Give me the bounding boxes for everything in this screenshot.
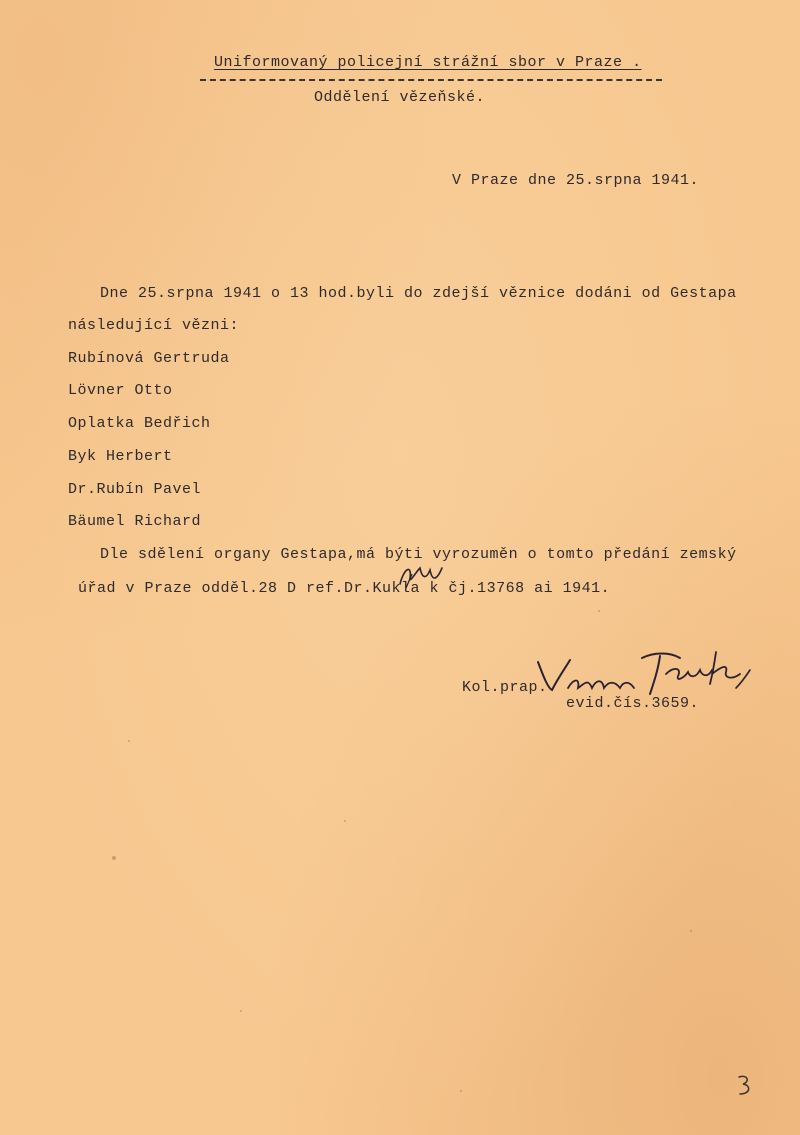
prisoner-name: Lövner Otto: [68, 382, 173, 399]
handwritten-insertion: [392, 560, 452, 590]
paragraph-1-line-2: následující vězni:: [68, 317, 240, 334]
header-department: Oddělení vězeňské.: [314, 89, 486, 106]
paper-fleck: [598, 610, 600, 612]
paragraph-2-line-1: Dle sdělení organy Gestapa,má býti vyrozuměn o tomto předání zemský: [100, 546, 737, 563]
paragraph-2-line-2: úřad v Praze odděl.28 D ref.Dr.Kukla k čj.13768 ai 1941.: [78, 580, 611, 597]
paper-fleck: [240, 1010, 242, 1012]
date-line: V Praze dne 25.srpna 1941.: [452, 172, 700, 189]
prisoner-name: Byk Herbert: [68, 448, 173, 465]
signature-evidence-number: evid.čís.3659.: [566, 695, 700, 712]
paper-fleck: [128, 740, 130, 742]
header-title: Uniformovaný policejní strážní sbor v Praze .: [214, 54, 642, 71]
prisoner-name: Dr.Rubín Pavel: [68, 481, 202, 498]
paragraph-1-line-1: Dne 25.srpna 1941 o 13 hod.byli do zdejší věznice dodáni od Gestapa: [100, 285, 737, 302]
prisoner-name: Bäumel Richard: [68, 513, 202, 530]
paper-fleck: [460, 1090, 462, 1092]
header-divider: [200, 79, 662, 81]
signature-rank: Kol.prap.: [462, 679, 548, 696]
paper-fleck: [112, 856, 116, 860]
prisoner-name: Rubínová Gertruda: [68, 350, 230, 367]
paper-fleck: [344, 820, 346, 822]
prisoner-name: Oplatka Bedřich: [68, 415, 211, 432]
pencil-page-mark: [734, 1072, 756, 1098]
paper-fleck: [690, 930, 692, 932]
